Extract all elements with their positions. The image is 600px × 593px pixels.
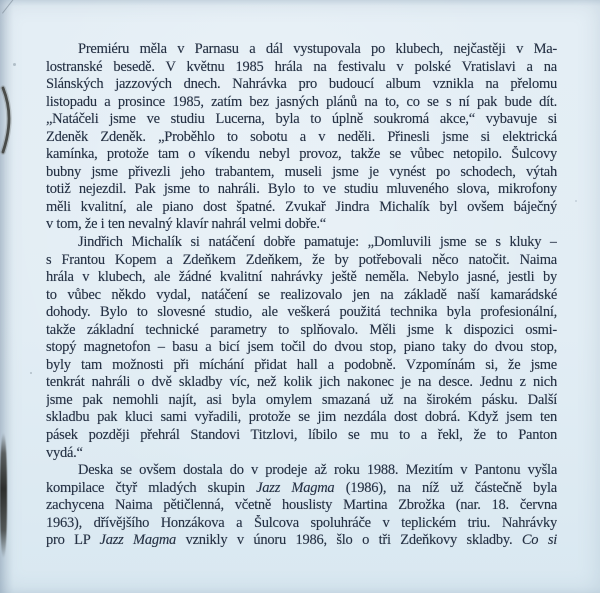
text-line: v tom, že i ten nevalný klavír nahrál velmi dobře.“	[46, 216, 326, 233]
text-paragraph	[46, 41, 557, 234]
scan-artifact-edge-streak	[0, 433, 7, 558]
text-line: s Frantou Kopem a Zdeňkem Zdeňkem, že by potřebovali něco natočit. Naima	[46, 251, 557, 268]
text-line: Jindřich Michalík si natáčení dobře pamatuje: „Domluvili jsme se s kluky –	[78, 234, 557, 251]
text-line: pro LP Jazz Magma vznikly v únoru 1986, šlo o tři Zdeňkovy skladby. Co si	[46, 532, 557, 549]
text-line: Slánských jazzových dnech. Nahrávka pro budoucí album vznikla na přelomu	[46, 76, 557, 93]
text-line: to vůbec někdo vydal, natáčení se realizovalo jen na základě naší kamarádské	[46, 286, 557, 303]
scan-artifact-crescent-mark	[0, 80, 16, 160]
text-line: tenkrát nahráli o dvě skladby víc, než kolik jich nakonec je na desce. Jednu z nich	[46, 374, 557, 391]
text-block	[46, 41, 557, 550]
scan-artifact-scratch	[2, 0, 18, 14]
text-paragraph	[46, 462, 557, 550]
text-line: skladbu pak kluci sami vyřadili, protože se jim nezdála dost dobrá. Když jsem ten	[46, 409, 557, 426]
text-line: listopadu a prosince 1985, zatím bez jasných plánů na to, co se s ní pak bude dít.	[46, 93, 557, 110]
text-line: stopý magnetofon – basu a bicí jsem točil do dvou stop, piano taky do dvou stop,	[46, 339, 557, 356]
text-line: pásek později přehrál Standovi Titzlovi, líbilo se mu to a řekl, že to Panton	[46, 427, 557, 444]
text-line: Premiéru měla v Parnasu a dál vystupovala po klubech, nejčastěji v Ma-	[78, 41, 557, 57]
text-line: Deska se ovšem dostala do v prodeje až roku 1988. Mezitím v Pantonu vyšla	[78, 462, 557, 479]
text-line: kamínka, protože tam o víkendu nebyl provoz, takže se vůbec netopilo. Šulcovy	[46, 146, 557, 163]
text-line: dohody. Bylo to slovesné studio, ale veškerá použitá technika byla profesionální,	[46, 304, 557, 321]
scan-artifact-speck	[30, 372, 32, 374]
text-line: vydá.“	[46, 444, 83, 461]
text-line: jsme pak nemohli najít, asi byla omylem smazaná už na širokém pásku. Další	[46, 391, 557, 408]
text-line: hrála v klubech, ale žádné kvalitní nahrávky ještě neměla. Nebylo jasné, jestli by	[46, 269, 557, 286]
scan-artifact-speck	[575, 200, 577, 202]
text-line: byly tam možnosti při míchání přidat hall a podobně. Vzpomínám si, že jsme	[46, 356, 557, 373]
text-line: lostranské besedě. V květnu 1985 hrála na festivalu v polské Vratislavi a na	[46, 58, 557, 75]
text-line: totiž nejezdil. Pak jsme to nahráli. Bylo to ve studiu mluveného slova, mikrofony	[46, 181, 557, 198]
scan-artifact-speck	[13, 63, 16, 66]
text-line: „Natáčeli jsme ve studiu Lucerna, byla to úplně soukromá akce,“ vybavuje si	[46, 111, 557, 128]
text-line: měli kvalitní, ale piano dost špatné. Zvukař Jindra Michalík byl ovšem báječný	[46, 198, 557, 215]
text-line: takže základní technické parametry to splňovalo. Měli jsme k dispozici osmi-	[46, 321, 557, 338]
text-line: kompilace čtyř mladých skupin Jazz Magma (1986), na níž už částečně byla	[46, 479, 557, 496]
text-line: 1963), dřívějšího Honzákova a Šulcova spoluhráče v teplickém triu. Nahrávky	[46, 514, 557, 531]
text-line: zachycena Naima pětičlenná, včetně houslisty Martina Zbrožka (nar. 18. června	[46, 497, 557, 514]
text-line: bubny jsme přivezli jeho trabantem, museli jsme je vynést po schodech, výtah	[46, 163, 557, 180]
text-line: Zdeněk Zdeněk. „Proběhlo to sobotu a v neděli. Přinesli jsme si elektrická	[46, 128, 557, 145]
text-paragraph	[46, 234, 557, 462]
